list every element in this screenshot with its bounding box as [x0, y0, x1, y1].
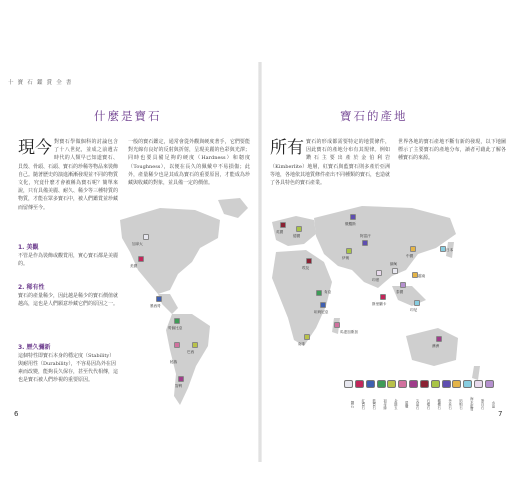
map-pin-madagascar [334, 322, 340, 328]
land-new-zealand [472, 366, 480, 380]
left-intro-text-2: 一般的寶石鑑定，通常會從外觀與硬度著手，它們要能對光線有良好的反射與折射，呈現美麗的色彩與光澤；同時也要具備足夠的硬度（Hardness）和韌度（Toughness），以便在長久的佩戴中不易損傷；此外，產量稀少也是其成為寶石的重要原因，才能成為珍藏與收藏的對象，並具備一定的價值。 [128, 139, 250, 187]
legend-gem-swatch [463, 380, 472, 388]
legend-gem-name: 金綠玉 [393, 398, 398, 410]
legend-gem-swatch [398, 380, 407, 388]
legend-names [344, 391, 494, 417]
map-pin-thailand [400, 282, 406, 288]
legend-gem-name: 丹泉石 [447, 398, 452, 410]
right-page-title: 寶石的產地 [340, 109, 408, 123]
map-label-japan: 日本 [446, 248, 454, 252]
map-label-tanzania: 坦尚尼亞 [314, 310, 329, 314]
map-label-germany: 德國 [293, 234, 301, 238]
section-heading-rarity: 2. 稀有性 [18, 284, 45, 291]
right-page-number: 7 [498, 410, 503, 418]
map-pin-mexico [156, 296, 162, 302]
map-pin-chile [178, 376, 184, 382]
land-greenland [218, 198, 248, 218]
legend-gem-name: 石榴石 [425, 398, 430, 410]
legend-gem-name: 橄欖石 [436, 398, 441, 410]
legend-gem-swatch [420, 380, 429, 388]
legend-gem-name: 藍寶石 [371, 398, 376, 410]
left-intro-text-1: 對寶石學做個科的討論包含了十八世紀，並成之前遺古時代的人類早已知道寶石、貝殼、骨頭、石頭、寶石的珍稀等物品來裝飾自己。隨著歷史的演進漸漸發現並不同的物質文化，究竟什麼才會被稱為寶石呢？簡單來說，只有具備美麗、耐久、稀少等三種特質的物質，才能在眾多寶石中，被人們鑑賞並珍藏而留傳至今。 [18, 139, 118, 211]
map-label-iran: 伊朗 [342, 256, 350, 260]
legend-gem-name: 拓帕石 [458, 398, 463, 410]
legend-gem-swatch [366, 380, 375, 388]
map-pin-uk [280, 222, 286, 228]
map-label-madagascar: 馬達加斯加 [340, 330, 358, 334]
map-label-colombia: 哥倫比亞 [168, 326, 183, 330]
map-label-indonesia: 印尼 [410, 308, 418, 312]
map-pin-myanmar [392, 268, 398, 274]
legend-gem-name: 鑽石 [350, 400, 354, 408]
map-pin-germany [296, 226, 302, 232]
legend-gem-name: 碧璽 [404, 400, 409, 408]
section-text-rarity: 寶石的產量稀少，因此越是稀少的寶石價值就越高，這也是人們願意珍藏它們的原因之一。 [18, 293, 118, 307]
map-pin-egypt [306, 258, 312, 264]
land-asia [314, 206, 456, 288]
gem-legend [344, 380, 494, 424]
map-label-sri-lanka: 斯里蘭卡 [372, 302, 387, 306]
map-pin-kenya [316, 290, 322, 296]
left-dropcap: 現今 [18, 138, 52, 158]
legend-gem-swatch [474, 380, 483, 388]
map-label-myanmar: 緬甸 [390, 262, 398, 266]
section-text-durability: 這個特性即寶石本身的穩定度（Stability）與耐用性（Durability），不容易因為外在因素而改變，能夠長久保存，甚至代代相傳，這也是寶石被人們珍視的重要原因。 [18, 353, 118, 383]
map-label-afghanistan: 阿富汗 [360, 234, 371, 238]
map-label-peru: 秘魯 [170, 360, 178, 364]
map-label-kenya: 肯亞 [324, 290, 332, 294]
map-pin-canada [143, 234, 149, 240]
legend-gem-swatch [485, 380, 494, 388]
map-label-china: 中國 [406, 254, 414, 258]
legend-gem-swatch [344, 380, 353, 388]
legend-gem-swatch [377, 380, 386, 388]
left-page-number: 6 [14, 410, 19, 418]
map-pin-south-africa [304, 334, 310, 340]
map-label-egypt: 埃及 [302, 266, 310, 270]
map-label-india: 印度 [372, 278, 380, 282]
legend-gem-swatch [442, 380, 451, 388]
right-dropcap: 所有 [270, 138, 304, 158]
section-heading-durability: 3. 歷久彌新 [18, 344, 51, 351]
land-africa [272, 250, 332, 346]
land-north-america [120, 208, 220, 294]
legend-gem-swatch [387, 380, 396, 388]
map-label-chile: 智利 [175, 384, 183, 388]
map-label-mexico: 墨西哥 [150, 304, 161, 308]
map-pin-brazil [192, 342, 198, 348]
map-label-south-africa: 南非 [298, 342, 306, 346]
legend-gem-name: 水晶 [490, 400, 495, 408]
section-heading-beauty: 1. 美觀 [18, 244, 39, 251]
map-label-russia: 俄羅斯 [345, 222, 356, 226]
right-intro-text-2: 世界各地的寶石產地不斷有新的發現，以下地圖標示了主要寶石的產地分布，讀者可藉此了解各種寶石的來源。 [398, 139, 506, 162]
right-intro-text-1: 寶石的形成都需要特定的地質條件，因此寶石的產地分布有其規律。例如鑽石主要出產於金伯利岩（Kimberlite）地層，紅寶石與藍寶石則多產於亞洲等地，各地依其地質條件產出不同種類的寶石，也造就了各具特色的寶石產業。 [270, 139, 390, 187]
legend-gem-name: 海水藍寶 [469, 397, 474, 411]
map-label-thailand: 泰國 [396, 290, 404, 294]
left-page-title: 什麼是寶石 [94, 109, 162, 123]
section-text-beauty: 不管是作為裝飾或觀賞用，實心寶石都是美麗的。 [18, 253, 118, 267]
map-label-brazil: 巴西 [187, 350, 195, 354]
map-pin-china [410, 246, 416, 252]
map-pin-russia [350, 214, 356, 220]
map-pin-usa [138, 256, 144, 262]
map-label-canada: 加拿大 [132, 242, 143, 246]
map-label-usa: 美國 [130, 264, 138, 268]
right-intro-column-2 [398, 138, 506, 188]
map-pin-tanzania [320, 302, 326, 308]
map-pin-india [376, 270, 382, 276]
map-pin-sri-lanka [380, 294, 386, 300]
map-label-uk: 英國 [276, 230, 284, 234]
map-pin-australia [436, 336, 442, 342]
legend-gem-name: 尖晶石 [415, 398, 420, 410]
map-pin-colombia [174, 318, 180, 324]
map-pin-afghanistan [362, 240, 368, 246]
land-southeast-asia [392, 286, 426, 306]
legend-gem-swatch [431, 380, 440, 388]
legend-gem-swatch [452, 380, 461, 388]
legend-gem-name: 紅寶石 [360, 398, 365, 410]
series-tag: 十 寶 石 鑑 賞 全 書 [8, 80, 73, 86]
map-pin-indonesia [414, 300, 420, 306]
legend-gem-name: 蛋白石 [480, 398, 485, 410]
legend-gem-name: 祖母綠 [382, 398, 387, 410]
map-label-vietnam: 越南 [418, 274, 426, 278]
legend-swatches [344, 380, 494, 388]
legend-gem-swatch [355, 380, 364, 388]
legend-gem-swatch [409, 380, 418, 388]
map-label-australia: 澳洲 [432, 344, 440, 348]
map-pin-peru [174, 342, 180, 348]
map-pin-iran [346, 248, 352, 254]
